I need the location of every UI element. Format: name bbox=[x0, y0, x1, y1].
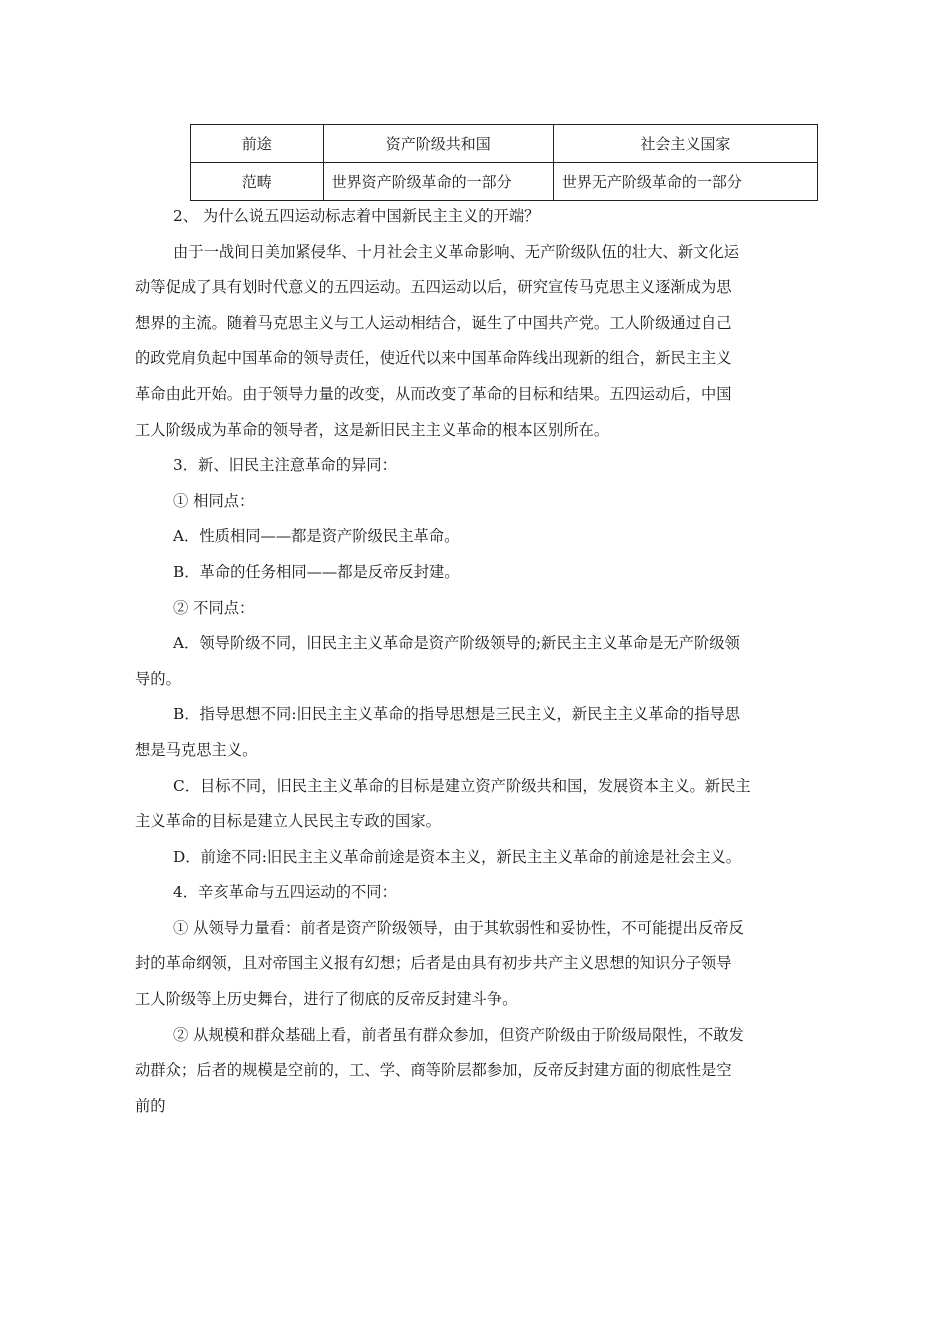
text-line: B．指导思想不同:旧民主主义革命的指导思想是三民主义，新民主主义革命的指导思 bbox=[173, 705, 741, 724]
table-cell: 社会主义国家 bbox=[553, 125, 817, 163]
text-line: 由于一战间日美加紧侵华、十月社会主义革命影响、无产阶级队伍的壮大、新文化运 bbox=[173, 242, 739, 261]
text-line: 前的 bbox=[135, 1096, 166, 1115]
text-line: 主义革命的目标是建立人民民主专政的国家。 bbox=[135, 812, 441, 831]
text-line: 动等促成了具有划时代意义的五四运动。五四运动以后，研究宣传马克思主义逐渐成为思 bbox=[135, 278, 732, 297]
table-cell: 世界无产阶级革命的一部分 bbox=[553, 163, 817, 201]
text-line: 动群众；后者的规模是空前的，工、学、商等阶层都参加，反帝反封建方面的彻底性是空 bbox=[135, 1061, 732, 1080]
table-cell-label: 前途 bbox=[191, 125, 324, 163]
text-line: ② 从规模和群众基础上看，前者虽有群众参加，但资产阶级由于阶级局限性，不敢发 bbox=[173, 1025, 744, 1044]
table-cell: 世界资产阶级革命的一部分 bbox=[323, 163, 553, 201]
text-line: 导的。 bbox=[135, 669, 181, 688]
text-line: 革命由此开始。由于领导力量的改变，从而改变了革命的目标和结果。五四运动后，中国 bbox=[135, 384, 732, 403]
text-line: A．领导阶级不同，旧民主主义革命是资产阶级领导的;新民主主义革命是无产阶级领 bbox=[173, 634, 740, 653]
text-line: ① 从领导力量看：前者是资产阶级领导，由于其软弱性和妥协性，不可能提出反帝反 bbox=[173, 918, 744, 937]
table-row bbox=[191, 125, 818, 163]
text-line: 3．新、旧民主注意革命的异同： bbox=[173, 456, 397, 475]
text-line: 工人阶级等上历史舞台，进行了彻底的反帝反封建斗争。 bbox=[135, 990, 518, 1009]
table-cell-label: 范畴 bbox=[191, 163, 324, 201]
text-line: 4．辛亥革命与五四运动的不同： bbox=[173, 883, 397, 902]
text-line: ① 相同点： bbox=[173, 491, 255, 510]
text-line: A．性质相同——都是资产阶级民主革命。 bbox=[173, 527, 460, 546]
text-line: 工人阶级成为革命的领导者，这是新旧民主主义革命的根本区别所在。 bbox=[135, 420, 610, 439]
body-text bbox=[135, 199, 810, 1124]
table-row bbox=[191, 163, 818, 201]
text-line: 想是马克思主义。 bbox=[135, 740, 258, 759]
text-line: B．革命的任务相同——都是反帝反封建。 bbox=[173, 562, 460, 581]
text-line: 的政党肩负起中国革命的领导责任，使近代以来中国革命阵线出现新的组合，新民主主义 bbox=[135, 349, 732, 368]
comparison-table bbox=[190, 124, 818, 201]
text-line: D．前途不同:旧民主主义革命前途是资本主义，新民主主义革命的前途是社会主义。 bbox=[173, 847, 742, 866]
table-cell: 资产阶级共和国 bbox=[323, 125, 553, 163]
text-line: 2、 为什么说五四运动标志着中国新民主主义的开端？ bbox=[173, 207, 540, 225]
text-line: 想界的主流。随着马克思主义与工人运动相结合，诞生了中国共产党。工人阶级通过自己 bbox=[135, 313, 732, 332]
text-line: 封的革命纲领，且对帝国主义报有幻想；后者是由具有初步共产主义思想的知识分子领导 bbox=[135, 954, 732, 973]
text-line: C．目标不同，旧民主主义革命的目标是建立资产阶级共和国，发展资本主义。新民主 bbox=[173, 776, 751, 795]
text-line: ② 不同点： bbox=[173, 598, 255, 617]
